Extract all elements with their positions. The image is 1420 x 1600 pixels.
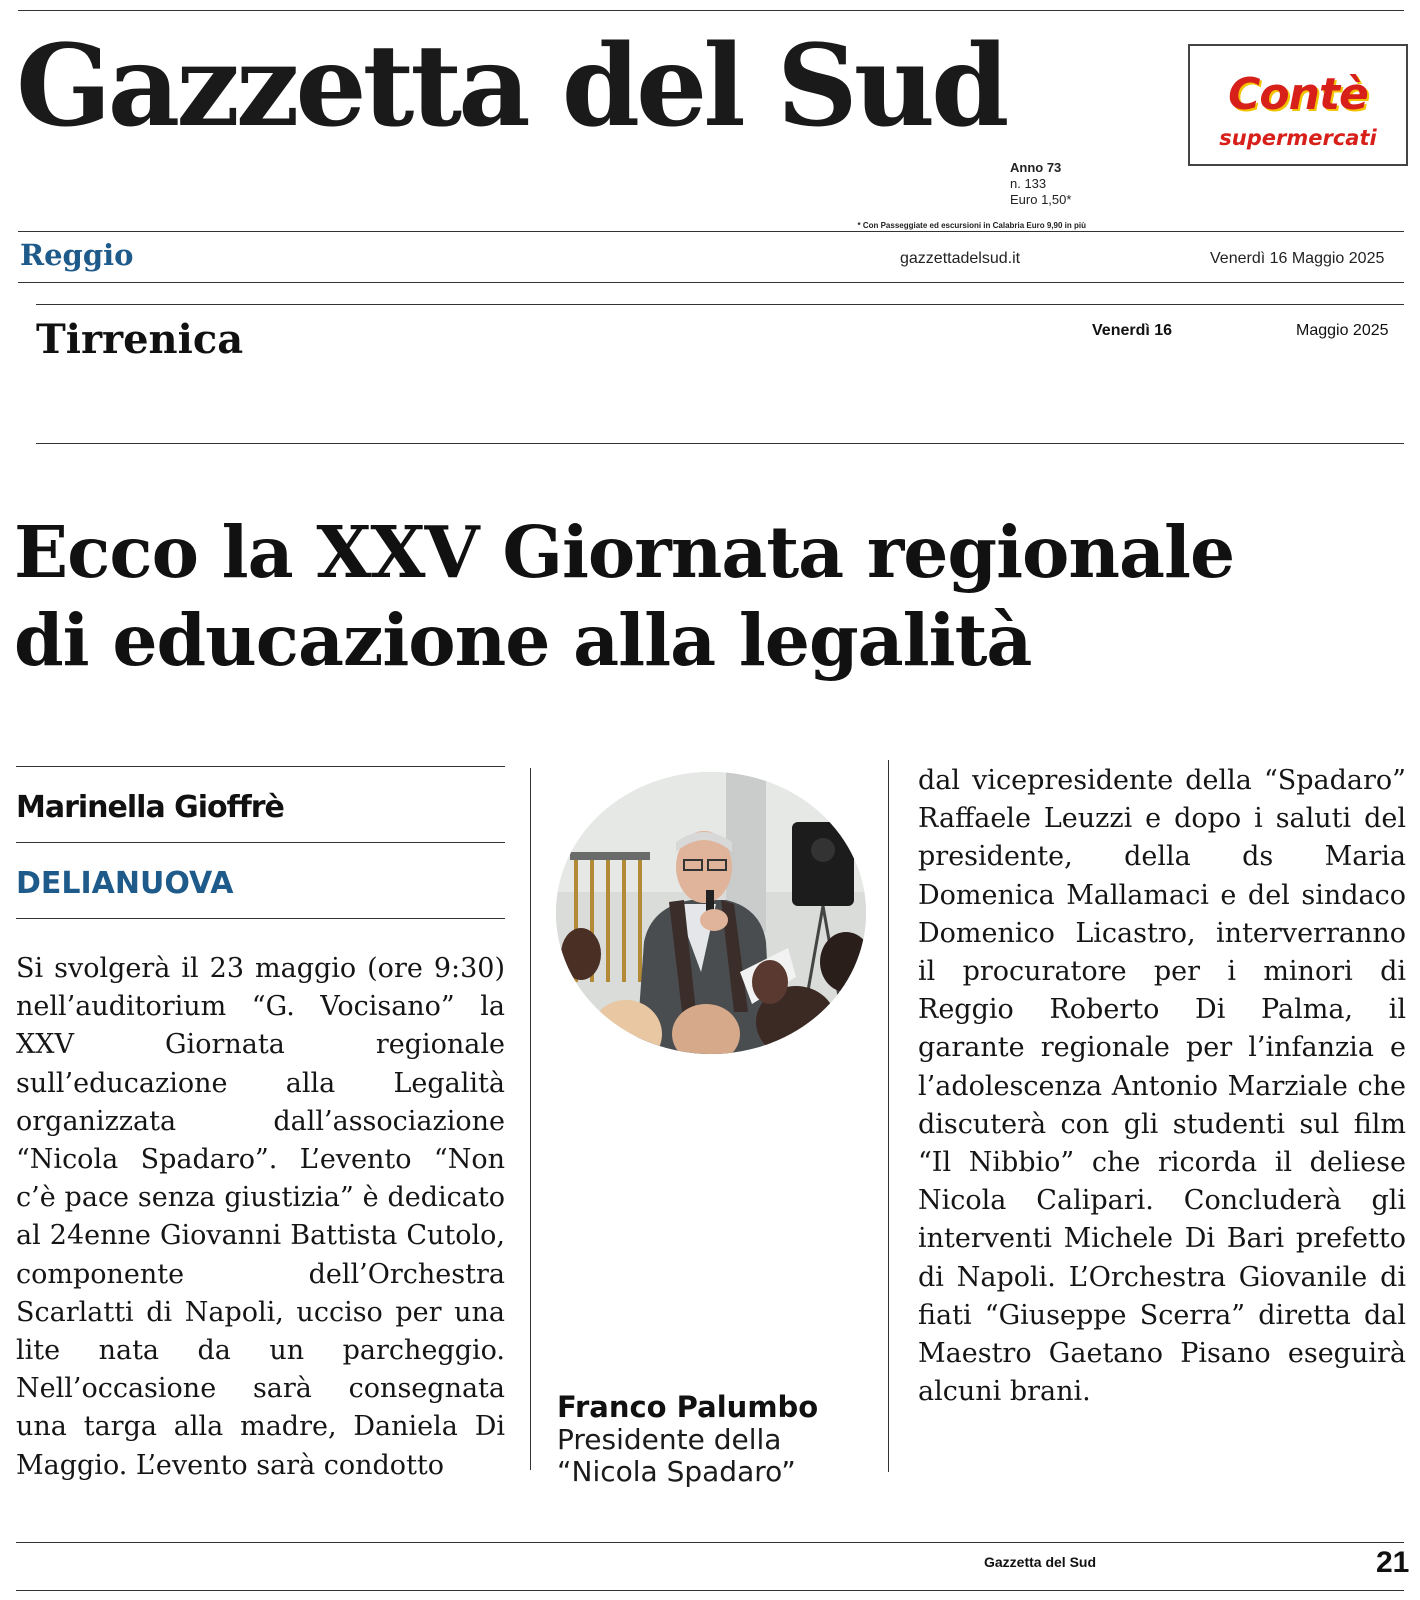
- caption-name: Franco Palumbo: [557, 1390, 819, 1424]
- issue-info: [1010, 160, 1071, 208]
- section-rule-top: [36, 304, 1404, 305]
- headline-line-1: Ecco la XXV Giornata regionale: [14, 510, 1235, 594]
- column-rule-right: [888, 760, 889, 1472]
- issue-year: Anno 73: [1010, 160, 1062, 175]
- article-body-col2: dal vicepresidente della “Spadaro” Raffaele Leuzzi e dopo i saluti del presidente, della ds Maria Domenica Mallamaci e del sindaco Domenico Licastro, interverranno il procuratore per i minori di Reggio Roberto Di Palma, il garante regionale per l’infanzia e l’adolescenza Antonio Marziale che discuterà con gli studenti sul film “Il Nibbio” che ricorda il deliese Nicola Calipari. Concluderà gli interventi Michele Di Bari prefetto di Napoli. L’Orchestra Giovanile di fiati “Giuseppe Scerra” diretta dal Maestro Gaetano Pisano eseguirà alcuni brani.: [918, 765, 1406, 1408]
- edition-rule-top: [18, 231, 1404, 232]
- dateline-rule: [16, 918, 505, 919]
- headline-line-2: di educazione alla legalità: [14, 598, 1032, 682]
- byline-rule-bottom: [16, 842, 505, 843]
- article-dateline: DELIANUOVA: [16, 866, 234, 901]
- photo-illustration: [556, 772, 866, 1054]
- edition-rule-bottom: [18, 282, 1404, 283]
- issue-price: Euro 1,50*: [1010, 192, 1072, 207]
- article-author: Marinella Gioffrè: [16, 790, 284, 825]
- issue-number: n. 133: [1010, 176, 1047, 191]
- article-body-col1: Si svolgerà il 23 maggio (ore 9:30) nell’auditorium “G. Vocisano” la XXV Giornata regionale sull’educazione alla Legalità organizzata dall’associazione “Nicola Spadaro”. L’evento “Non c’è pace senza giustizia” è dedicato al 24enne Giovanni Battista Cutolo, componente dell’Orchestra Scarlatti di Napoli, ucciso per una lite nata da un parcheggio. Nell’occasione sarà consegnata una targa alla madre, Daniela Di Maggio. L’evento sarà condotto: [16, 953, 505, 1481]
- section-rule-bottom: [36, 443, 1404, 444]
- column-rule-left: [530, 768, 531, 1470]
- page-section-name: Tirrenica: [36, 316, 244, 363]
- ad-logo-text: Contè: [1228, 69, 1368, 120]
- edition-date: Venerdì 16 Maggio 2025: [1210, 250, 1385, 267]
- caption-role-line-1: Presidente della: [557, 1423, 782, 1456]
- article-headline: [14, 508, 1404, 684]
- caption-role-line-2: “Nicola Spadaro”: [557, 1455, 796, 1488]
- footer-rule-bottom: [16, 1590, 1404, 1591]
- page-section-month: Maggio 2025: [1296, 322, 1389, 339]
- masthead-title: Gazzetta del Sud: [16, 21, 1006, 152]
- page-number: 21: [1376, 1546, 1410, 1579]
- portrait-photo: [556, 772, 866, 1054]
- price-note: * Con Passeggiate ed escursioni in Calabria Euro 9,90 in più: [857, 221, 1086, 230]
- ad-subtitle: supermercati: [1219, 126, 1377, 150]
- top-rule: [18, 10, 1404, 11]
- website-link[interactable]: gazzettadelsud.it: [900, 250, 1021, 267]
- footer-rule-top: [16, 1542, 1404, 1543]
- footer-brand: Gazzetta del Sud: [984, 1554, 1097, 1570]
- page-section-day: Venerdì 16: [1092, 322, 1173, 339]
- edition-section: Reggio: [20, 238, 134, 272]
- caption-role: [557, 1424, 796, 1488]
- byline-rule-top: [16, 766, 505, 767]
- advertisement-conte[interactable]: [1188, 44, 1408, 166]
